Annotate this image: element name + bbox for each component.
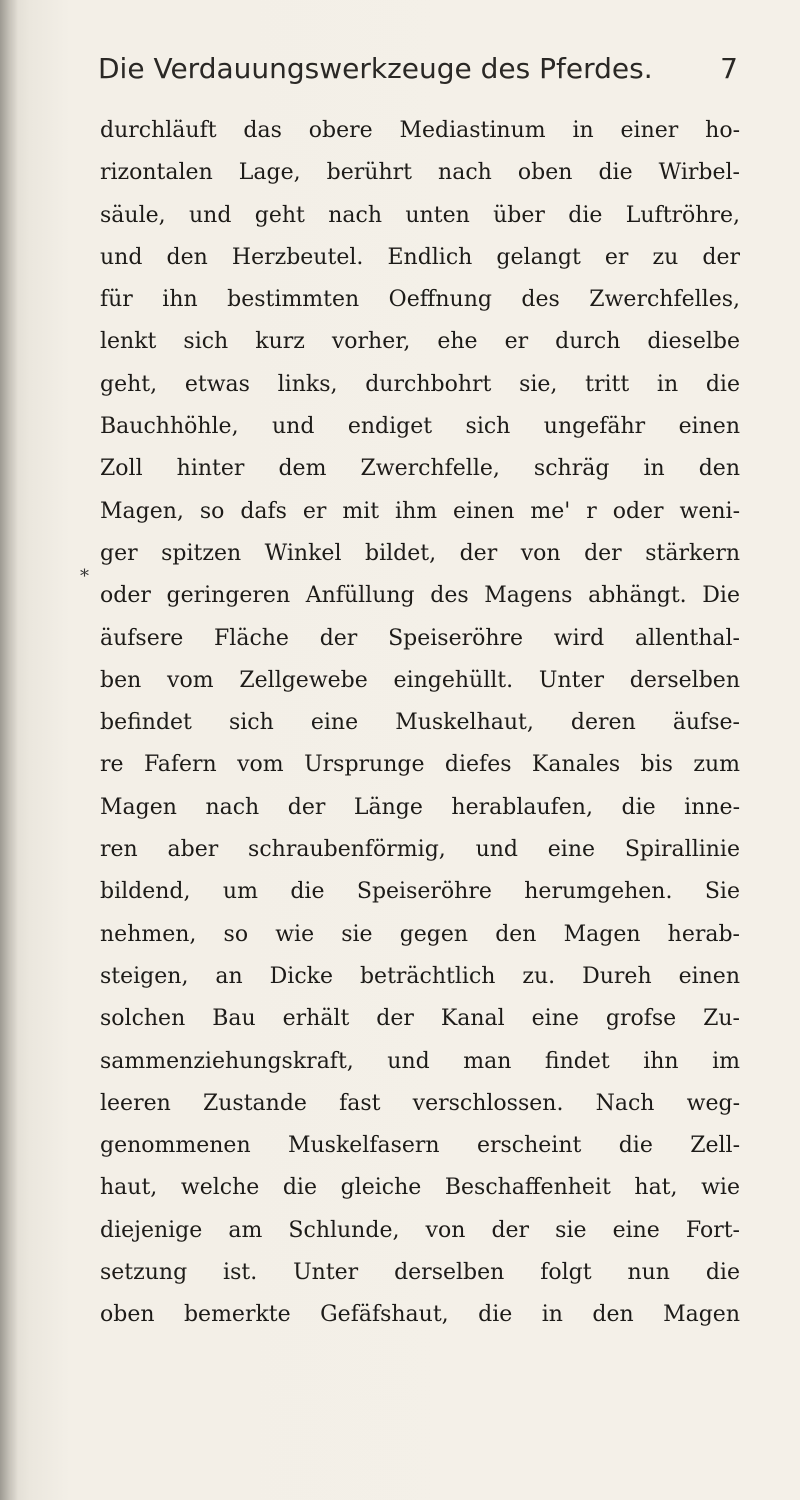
text-line: oben bemerkte Gefäfshaut, die in den Magen [100,1302,740,1328]
text-line: nehmen, so wie sie gegen den Magen herab- [100,921,740,947]
text-line: säule, und geht nach unten über die Luftröhre, [100,202,740,228]
text-line: haut, welche die gleiche Beschaffenheit hat, wie [100,1175,740,1201]
text-line: setzung ist. Unter derselben folgt nun die [100,1260,740,1286]
text-line: für ihn bestimmten Oeffnung des Zwerchfelles, [100,287,740,313]
text-line: Magen, so dafs er mit ihm einen me' r oder weni- [100,498,740,524]
margin-mark: * [80,566,89,587]
text-line: ren aber schraubenförmig, und eine Spirallinie [100,837,740,863]
text-line: leeren Zustande fast verschlossen. Nach weg- [100,1090,740,1116]
text-line: oder geringeren Anfüllung des Magens abhängt. Die [100,583,740,609]
text-line: durchläuft das obere Mediastinum in einer ho- [100,118,740,143]
text-line: re Fafern vom Ursprunge diefes Kanales bis zum [100,752,740,778]
body-text [100,110,740,1337]
page-number: 7 [720,52,738,85]
text-line: bildend, um die Speiseröhre herumgehen. Sie [100,879,740,905]
binding-edge [0,0,18,1500]
text-line: und den Herzbeutel. Endlich gelangt er zu der [100,244,740,270]
text-line: genommenen Muskelfasern erscheint die Zell- [100,1133,740,1159]
page-title: Die Verdauungswerkzeuge des Pferdes. [98,52,653,85]
text-line: diejenige am Schlunde, von der sie eine Fort- [100,1217,740,1243]
text-line: befindet sich eine Muskelhaut, deren äufse- [100,710,740,736]
text-line: steigen, an Dicke beträchtlich zu. Dureh einen [100,963,740,989]
text-line: Magen nach der Länge herablaufen, die inne- [100,794,740,820]
text-line: solchen Bau erhält der Kanal eine grofse Zu- [100,1006,740,1032]
running-head [98,52,738,100]
text-line: geht, etwas links, durchbohrt sie, tritt in die [100,371,740,397]
text-line: äufsere Fläche der Speiseröhre wird allenthal- [100,625,740,651]
text-line: Zoll hinter dem Zwerchfelle, schräg in den [100,456,740,482]
text-line: ger spitzen Winkel bildet, der von der stärkern [100,540,740,566]
text-line: lenkt sich kurz vorher, ehe er durch dieselbe [100,329,740,355]
text-line: ben vom Zellgewebe eingehüllt. Unter derselben [100,667,740,693]
text-line: rizontalen Lage, berührt nach oben die Wirbel- [100,160,740,186]
text-line: sammenziehungskraft, und man findet ihn im [100,1048,740,1074]
text-line: Bauchhöhle, und endiget sich ungefähr einen [100,414,740,440]
